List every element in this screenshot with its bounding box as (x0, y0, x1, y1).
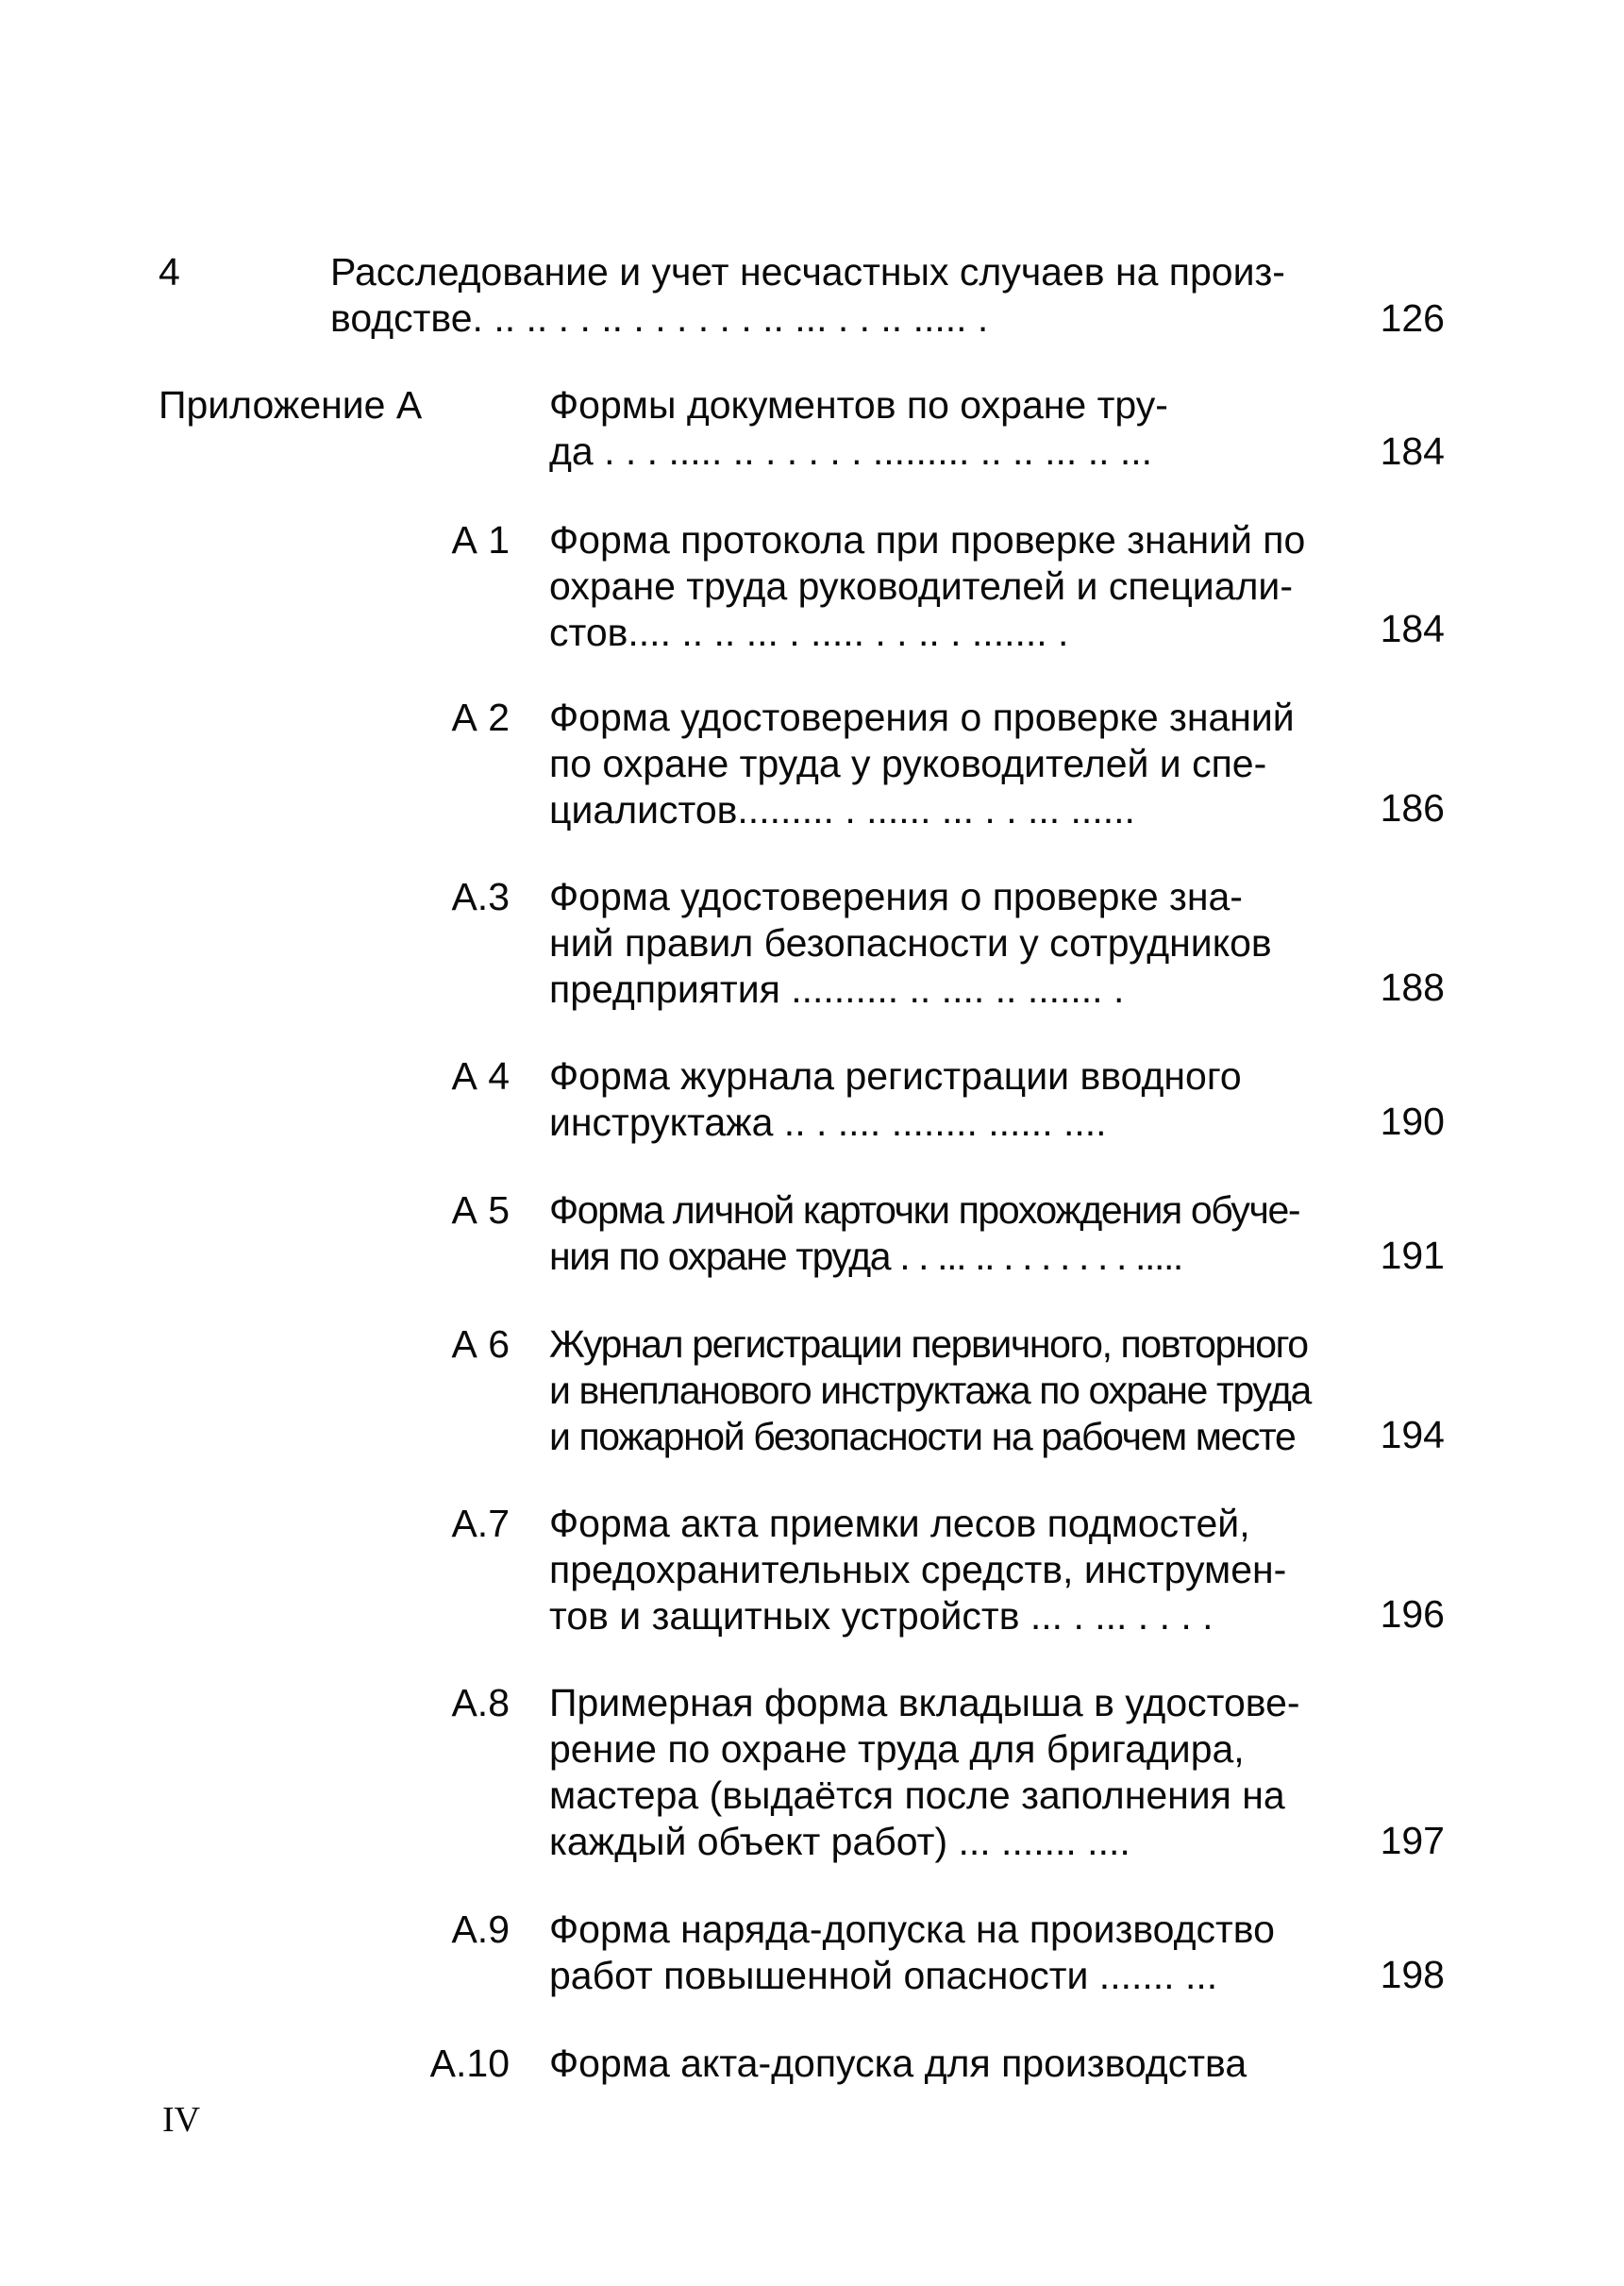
toc-entry-page: 191 (1380, 1234, 1445, 1277)
toc-entry-page: 186 (1380, 786, 1445, 830)
toc-entry-page: 184 (1380, 607, 1445, 650)
toc-entry-line: ния по охране труда . . ... .. . . . . . . . ..... (549, 1235, 1182, 1278)
toc-entry-page: 194 (1380, 1413, 1445, 1456)
toc-entry-title (549, 1907, 1351, 1999)
page-folio: IV (162, 2100, 201, 2140)
toc-entry-line: циалистов......... . ...... ... . . ... ...... (549, 788, 1135, 832)
toc-entry-title (549, 874, 1351, 1013)
toc-entry-line: охране труда руководителей и специали- (549, 564, 1293, 608)
toc-entry-line: Форма удостоверения о проверке знаний (549, 696, 1295, 739)
toc-entry-title (549, 1187, 1351, 1280)
toc-entry-number: А 5 (451, 1188, 510, 1232)
toc-entry-number: А 6 (451, 1322, 510, 1366)
toc-entry-line: Формы документов по охране тру- (549, 383, 1168, 427)
toc-entry-line: водстве. .. .. . . .. . . . . . . .. ... . . .. ..... . (330, 296, 989, 340)
toc-entry-line: да . . . ..... .. . . . . . ......... .. .. ... .. ... (549, 429, 1153, 473)
toc-entry-line: рение по охране труда для бригадира, (549, 1727, 1245, 1771)
appendix-label: Приложение А (159, 383, 423, 427)
toc-entry-page: 196 (1380, 1592, 1445, 1636)
toc-entry-number: А 4 (451, 1054, 510, 1098)
toc-entry-page: 198 (1380, 1953, 1445, 1996)
toc-entry-page: 197 (1380, 1819, 1445, 1862)
toc-entry-line: ний правил безопасности у сотрудников (549, 921, 1272, 965)
toc-entry-line: каждый объект работ) ... ....... .... (549, 1820, 1130, 1863)
toc-entry-title (549, 1321, 1351, 1460)
toc-entry-title (549, 1501, 1351, 1639)
toc-entry-line: тов и защитных устройств ... . ... . . . . (549, 1594, 1214, 1638)
toc-entry-line: Форма журнала регистрации вводного (549, 1054, 1242, 1098)
toc-entry-line: работ повышенной опасности ....... ... (549, 1954, 1218, 1997)
toc-entry-title (549, 1680, 1351, 1865)
toc-entry-title (549, 1053, 1351, 1146)
toc-entry-title (549, 517, 1351, 656)
toc-entry-number: А 1 (451, 518, 510, 562)
toc-entry-line: Журнал регистрации первичного, повторного (549, 1322, 1308, 1366)
toc-entry-line: Форма протокола при проверке знаний по (549, 518, 1306, 562)
toc-entry-line: стов.... .. .. ... . ..... . . .. . ....... . (549, 611, 1069, 654)
toc-entry-title (549, 382, 1351, 475)
toc-entry-number: А.10 (429, 2042, 510, 2085)
toc-entry-title (549, 2041, 1351, 2087)
toc-entry-line: предприятия .......... .. .... .. ....... . (549, 967, 1125, 1011)
toc-entry-page: 126 (1380, 296, 1445, 340)
toc-entry-line: Форма личной карточки прохождения обуче- (549, 1188, 1300, 1232)
toc-entry-line: по охране труда у руководителей и спе- (549, 742, 1267, 785)
toc-entry-number: А.8 (451, 1681, 510, 1724)
toc-entry-line: Расследование и учет несчастных случаев на произ- (330, 250, 1285, 294)
toc-entry-title (549, 695, 1351, 833)
toc-entry-line: Форма акта приемки лесов подмостей, (549, 1502, 1250, 1545)
toc-entry-line: Примерная форма вкладыша в удостове- (549, 1681, 1300, 1724)
toc-entry-line: мастера (выдаётся после заполнения на (549, 1773, 1285, 1817)
toc-entry-line: и внепланового инструктажа по охране труда (549, 1369, 1311, 1412)
toc-entry-line: инструктажа .. . .... ........ ...... .... (549, 1101, 1107, 1144)
toc-entry-number: А.3 (451, 875, 510, 918)
toc-entry-page: 190 (1380, 1100, 1445, 1143)
toc-entry-number: А 2 (451, 696, 510, 739)
toc-entry-number: 4 (159, 250, 180, 294)
toc-entry-page: 184 (1380, 429, 1445, 473)
toc-entry-line: Форма удостоверения о проверке зна- (549, 875, 1243, 918)
toc-entry-number: А.9 (451, 1908, 510, 1951)
toc-entry-title (330, 249, 1285, 342)
toc-entry-number: А.7 (451, 1502, 510, 1545)
toc-entry-page: 188 (1380, 966, 1445, 1009)
toc-entry-line: и пожарной безопасности на рабочем месте (549, 1415, 1296, 1458)
toc-entry-line: Форма наряда-допуска на производство (549, 1908, 1275, 1951)
toc-entry-line: Форма акта-допуска для производства (549, 2042, 1247, 2085)
toc-entry-line: предохранительных средств, инструмен- (549, 1548, 1287, 1591)
